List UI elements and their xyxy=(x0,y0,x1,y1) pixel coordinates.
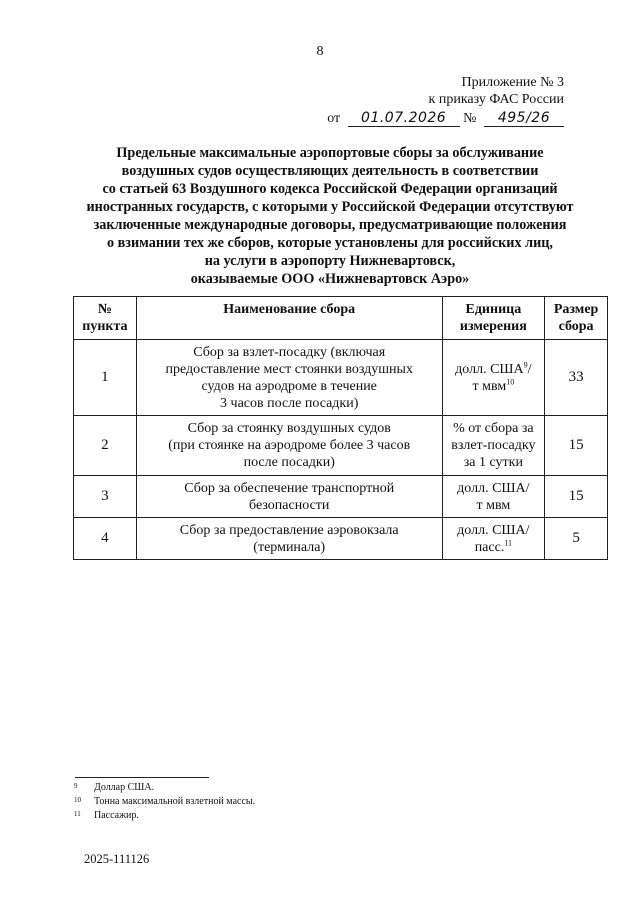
footnote-text: Пассажир. xyxy=(94,810,139,821)
handwritten-date: 01.07.2026 xyxy=(361,110,447,126)
title-line: заключенные международные договоры, предусматривающие положения xyxy=(93,217,567,233)
footnote-text: Тонна максимальной взлетной массы. xyxy=(94,796,256,807)
fee-size: 33 xyxy=(545,340,608,416)
fee-size: 5 xyxy=(545,518,608,560)
fee-name: Сбор за взлет-посадку (включая предоставление мест стоянки воздушных судов на аэродроме в течение 3 часов после посадки) xyxy=(136,340,442,416)
fee-size: 15 xyxy=(545,476,608,518)
footnote-ref: 10 xyxy=(506,376,515,386)
fee-name: Сбор за обеспечение транспортной безопасности xyxy=(136,476,442,518)
footnote-ref: 11 xyxy=(504,537,513,547)
page-number: 8 xyxy=(316,44,324,59)
fee-name: Сбор за предоставление аэровокзала (терминала) xyxy=(136,518,442,560)
title-line: иностранных государств, с которыми у Российской Федерации отсутствуют xyxy=(86,199,574,215)
table-row xyxy=(74,340,608,416)
document-title xyxy=(60,144,600,288)
handwritten-number: 495/26 xyxy=(497,110,551,126)
number-label: № xyxy=(463,111,477,126)
row-number: 3 xyxy=(74,476,137,518)
title-line: оказываемые ООО «Нижневартовск Аэро» xyxy=(190,271,470,287)
appendix-header xyxy=(327,74,564,127)
fee-name: Сбор за стоянку воздушных судов (при стоянке на аэродроме более 3 часов после посадки) xyxy=(136,416,442,476)
title-line: со статьей 63 Воздушного кодекса Российской Федерации организаций xyxy=(102,181,558,197)
header-unit: Единица измерения xyxy=(442,297,545,340)
footnote-text: Доллар США. xyxy=(94,782,155,793)
footnote-mark: 11 xyxy=(74,810,81,818)
fee-unit: долл. США/ т мвм xyxy=(442,476,545,518)
title-line: на услуги в аэропорту Нижневартовск, xyxy=(204,253,456,269)
row-number: 4 xyxy=(74,518,137,560)
row-number: 2 xyxy=(74,416,137,476)
footnote-mark: 10 xyxy=(74,796,81,804)
footnote xyxy=(74,781,255,795)
footnote-mark: 9 xyxy=(74,782,78,790)
appendix-order-ref: к приказу ФАС России xyxy=(428,92,564,107)
header-fee-name: Наименование сбора xyxy=(136,297,442,340)
fee-size: 15 xyxy=(545,416,608,476)
table-header-row xyxy=(74,297,608,340)
table-row xyxy=(74,518,608,560)
fee-unit: долл. США$^9$/ т мвм$^{10}$ xyxy=(442,340,545,416)
title-line: воздушных судов осуществляющих деятельность в соответствии xyxy=(121,163,539,179)
appendix-date-number xyxy=(327,110,564,127)
footnote-divider xyxy=(75,777,209,778)
table-row xyxy=(74,416,608,476)
from-label: от xyxy=(327,111,341,126)
appendix-title: Приложение № 3 xyxy=(461,75,564,90)
fees-table xyxy=(73,296,608,560)
title-line: о взимании тех же сборов, которые установлены для российских лиц, xyxy=(107,235,553,251)
header-item-number: № пункта xyxy=(74,297,137,340)
footnotes xyxy=(74,781,255,823)
footnote xyxy=(74,795,255,809)
header-fee-size: Размер сбора xyxy=(545,297,608,340)
footnote-ref: 9 xyxy=(523,359,528,369)
fee-unit: % от сбора за взлет-посадку за 1 сутки xyxy=(442,416,545,476)
fee-unit: долл. США/ пасс.$^{11}$ xyxy=(442,518,545,560)
table-row xyxy=(74,476,608,518)
row-number: 1 xyxy=(74,340,137,416)
footnote xyxy=(74,809,255,823)
title-line: Предельные максимальные аэропортовые сборы за обслуживание xyxy=(116,145,544,161)
document-code: 2025-111126 xyxy=(84,852,150,866)
